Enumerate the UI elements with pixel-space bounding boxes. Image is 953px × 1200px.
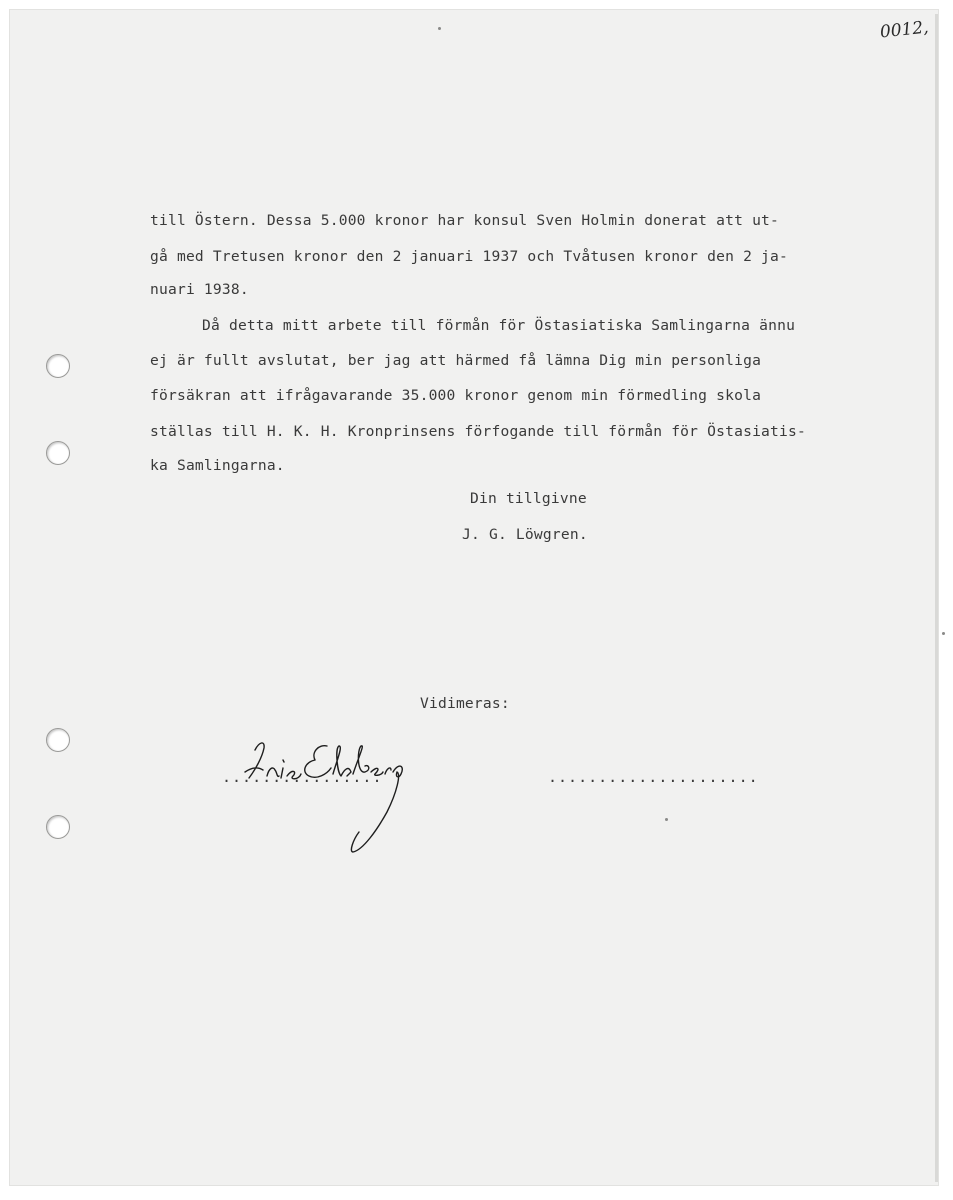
witness-signature: [215, 732, 415, 857]
letter-line: ställas till H. K. H. Kronprinsens förfogande till förmån för Östasiatis-: [150, 423, 806, 440]
letter-line: försäkran att ifrågavarande 35.000 kronor genom min förmedling skola: [150, 387, 762, 404]
letter-line: ej är fullt avslutat, ber jag att härmed få lämna Dig min personliga: [150, 352, 762, 369]
punch-hole: [46, 441, 70, 465]
paper-speck: [438, 27, 441, 30]
letter-line: gå med Tretusen kronor den 2 januari 1937 och Tvåtusen kronor den 2 ja-: [150, 248, 789, 265]
letter-line: nuari 1938.: [150, 281, 249, 298]
punch-hole: [46, 728, 70, 752]
paper-speck: [942, 632, 945, 635]
dotted-signature-line-right: .....................: [548, 768, 759, 786]
closing-phrase: Din tillgivne: [470, 490, 587, 507]
punch-hole: [46, 815, 70, 839]
vidimeras-label: Vidimeras:: [420, 695, 510, 712]
dotted-signature-line-left: ................: [222, 768, 383, 786]
letter-line: till Östern. Dessa 5.000 kronor har konsul Sven Holmin donerat att ut-: [150, 212, 780, 229]
signature-name: J. G. Löwgren.: [462, 526, 588, 543]
document-page: [10, 10, 938, 1185]
page-edge: [935, 14, 938, 1182]
page-number: 0012,: [879, 17, 930, 43]
letter-line: Då detta mitt arbete till förmån för Östasiatiska Samlingarna ännu: [202, 317, 796, 334]
letter-line: ka Samlingarna.: [150, 457, 285, 474]
paper-speck: [665, 818, 668, 821]
punch-hole: [46, 354, 70, 378]
